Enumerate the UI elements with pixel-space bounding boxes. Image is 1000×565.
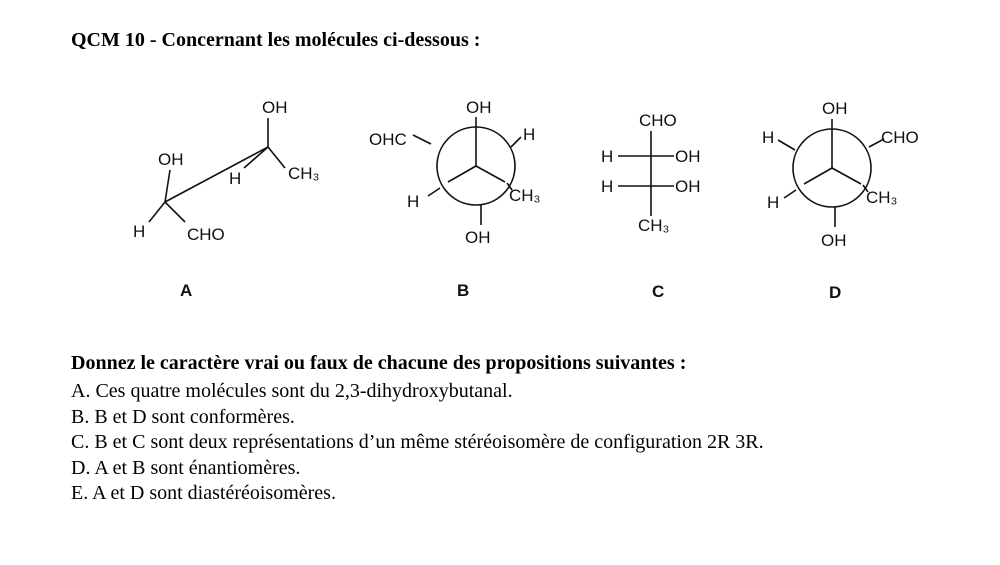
- atom-a-oh-top: OH: [262, 98, 288, 117]
- molecule-b-label: B: [457, 281, 470, 300]
- molecule-a: [133, 98, 319, 300]
- question-title: QCM 10 - Concernant les molécules ci-dessous :: [71, 29, 481, 51]
- atom-b-h-left: H: [407, 192, 420, 211]
- atom-d-h-top-left: H: [762, 128, 775, 147]
- atom-a-ch3: CH₃: [288, 164, 320, 183]
- atom-d-h-left: H: [767, 193, 780, 212]
- atom-a-h-left: H: [133, 222, 146, 241]
- atom-d-oh-bottom: OH: [821, 231, 847, 250]
- molecule-c: [601, 111, 701, 301]
- atom-d-ch3: CH₃: [866, 188, 898, 207]
- atom-a-oh-left: OH: [158, 150, 184, 169]
- atom-d-cho: CHO: [881, 128, 919, 147]
- instructions-heading: Donnez le caractère vrai ou faux de chacune des propositions suivantes :: [71, 352, 687, 374]
- atom-a-h-mid: H: [229, 169, 242, 188]
- molecule-d-label: D: [829, 283, 842, 302]
- atom-c-oh2: OH: [675, 177, 701, 196]
- molecule-d: [762, 99, 919, 302]
- proposition-a: A. Ces quatre molécules sont du 2,3-dihydroxybutanal.: [71, 380, 513, 402]
- atom-b-ohc: OHC: [369, 130, 407, 149]
- atom-a-cho: CHO: [187, 225, 225, 244]
- atom-c-h2: H: [601, 177, 614, 196]
- proposition-c: C. B et C sont deux représentations d’un même stéréoisomère de configuration 2R 3R.: [71, 431, 764, 453]
- atom-b-oh-top: OH: [466, 98, 492, 117]
- molecule-c-label: C: [652, 282, 665, 301]
- atom-c-ch3: CH₃: [638, 216, 670, 235]
- molecule-b: [369, 98, 540, 300]
- atom-d-oh-top: OH: [822, 99, 848, 118]
- proposition-d: D. A et B sont énantiomères.: [71, 456, 301, 479]
- proposition-e: E. A et D sont diastéréoisomères.: [71, 482, 336, 504]
- molecule-a-label: A: [180, 281, 193, 300]
- proposition-b: B. B et D sont conformères.: [71, 405, 295, 428]
- atom-c-h1: H: [601, 147, 614, 166]
- atom-b-oh-bottom: OH: [465, 228, 491, 247]
- propositions-list: [71, 379, 764, 507]
- atom-b-ch3: CH₃: [509, 186, 541, 205]
- atom-c-oh1: OH: [675, 147, 701, 166]
- atom-c-cho: CHO: [639, 111, 677, 130]
- atom-b-h-top-right: H: [523, 125, 536, 144]
